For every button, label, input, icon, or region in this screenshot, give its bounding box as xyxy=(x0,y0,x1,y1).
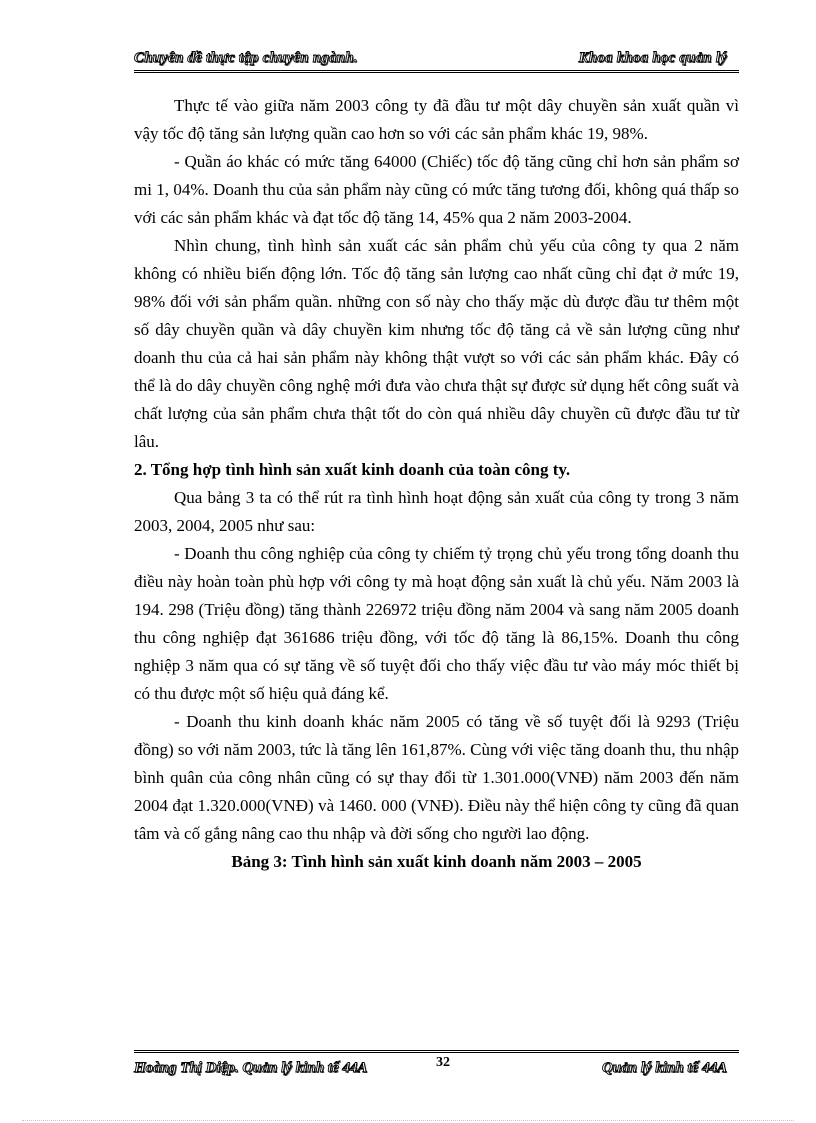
section-heading: 2. Tổng hợp tình hình sản xuất kinh doanh của toàn công ty. xyxy=(134,460,571,479)
page-number: 32 xyxy=(436,1055,450,1070)
paragraph: - Doanh thu kinh doanh khác năm 2005 có tăng về số tuyệt đối là 9293 (Triệu đồng) so với năm 2003, tức là tăng lên 161,87%. Cùng với việc tăng doanh thu, thu nhập bình quân của công nhân cũng có sự thay đổi từ 1.301.000(VNĐ) năm 2003 đến năm 2004 đạt 1.320.000(VNĐ) và 1460. 000 (VNĐ). Điều này thể hiện công ty cũng đã quan tâm và cố gắng nâng cao thu nhập và đời sống cho người lao động. xyxy=(134,712,739,843)
footer-left-text: Hoàng Thị Diệp. Quản lý kinh tế 44A xyxy=(134,1060,368,1076)
header-right-text: Khoa khoa học quản lý xyxy=(578,50,727,66)
paragraph: Nhìn chung, tình hình sản xuất các sản phẩm chủ yếu của công ty qua 2 năm không có nhiều biến động lớn. Tốc độ tăng sản lượng cao nhất cũng chỉ đạt ở mức 19, 98% đối với sản phẩm quần. những con số này cho thấy mặc dù được đầu tư thêm một số dây chuyền quần và dây chuyền kim nhưng tốc độ tăng cả về sản lượng cũng như doanh thu của cả hai sản phẩm này không thật vượt so với các sản phẩm khác. Đây có thể là do dây chuyền công nghệ mới đưa vào chưa thật sự được sử dụng hết công suất và chất lượng của sản phẩm chưa thật tốt do còn quá nhiều dây chuyền cũ được đầu tư từ lâu. xyxy=(134,236,739,451)
page-footer xyxy=(134,1050,739,1083)
page-header xyxy=(134,44,739,73)
paragraph: Thực tế vào giữa năm 2003 công ty đã đầu tư một dây chuyền sản xuất quần vì vậy tốc độ tăng sản lượng quần cao hơn so với các sản phẩm khác 19, 98%. xyxy=(134,96,739,143)
paragraph: Qua bảng 3 ta có thể rút ra tình hình hoạt động sản xuất của công ty trong 3 năm 2003, 2004, 2005 như sau: xyxy=(134,488,739,535)
paragraph: - Quần áo khác có mức tăng 64000 (Chiếc) tốc độ tăng cũng chỉ hơn sản phẩm sơ mi 1, 04%. Doanh thu của sản phẩm này cũng có mức tăng tương đối, không quá thấp so với các sản phẩm khác và đạt tốc độ tăng 14, 45% qua 2 năm 2003-2004. xyxy=(134,152,739,227)
page-bottom-divider xyxy=(22,1120,794,1121)
body-content xyxy=(134,92,739,876)
header-left-text: Chuyên đề thực tập chuyên ngành. xyxy=(134,50,358,66)
footer-right-text: Quản lý kinh tế 44A xyxy=(601,1060,727,1076)
table-caption: Bảng 3: Tình hình sản xuất kinh doanh năm 2003 – 2005 xyxy=(231,852,642,871)
paragraph: - Doanh thu công nghiệp của công ty chiếm tỷ trọng chủ yếu trong tổng doanh thu điều này hoàn toàn phù hợp với công ty mà hoạt động sản xuất là chủ yếu. Năm 2003 là 194. 298 (Triệu đồng) tăng thành 226972 triệu đồng năm 2004 và sang năm 2005 doanh thu công nghiệp đạt 361686 triệu đồng, với tốc độ tăng là 86,15%. Doanh thu công nghiệp 3 năm qua có sự tăng về số tuyệt đối cho thấy việc đầu tư vào máy móc thiết bị có thu được một số hiệu quả đáng kể. xyxy=(134,544,739,703)
